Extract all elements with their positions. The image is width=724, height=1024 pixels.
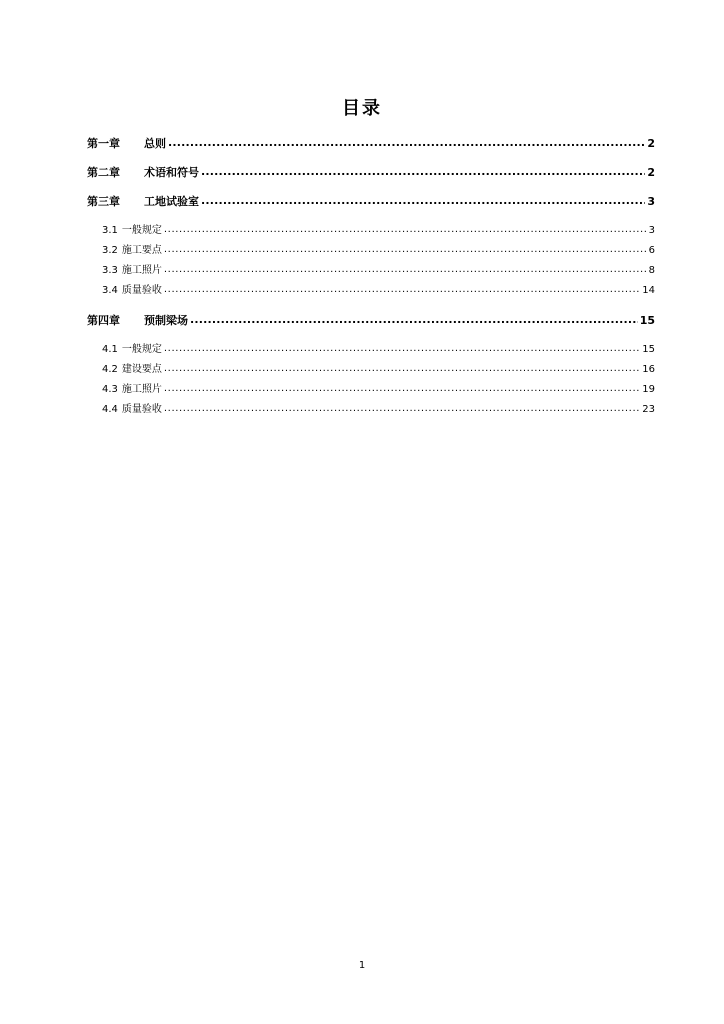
dot-leader	[190, 307, 638, 332]
section-number: 4.4	[102, 404, 118, 415]
dot-leader	[201, 159, 645, 184]
section-number: 3.3	[102, 265, 118, 276]
entry-page-number: 16	[642, 364, 655, 375]
entry-label: 预制梁场	[144, 314, 188, 327]
entry-page-number: 14	[642, 285, 655, 296]
dot-leader	[164, 221, 647, 239]
dot-leader	[164, 340, 640, 358]
toc-entry-section-4-2[interactable]	[87, 361, 655, 381]
dot-leader	[164, 360, 640, 378]
entry-label: 施工要点	[121, 245, 162, 256]
dot-leader	[164, 380, 640, 398]
chapter-number: 第一章	[87, 137, 120, 150]
entry-page-number: 3	[648, 225, 655, 236]
entry-page-number: 23	[642, 404, 655, 415]
toc-entry-section-3-2[interactable]	[87, 242, 655, 262]
section-number: 3.1	[102, 225, 118, 236]
section-number: 4.2	[102, 364, 118, 375]
section-number: 4.1	[102, 344, 118, 355]
entry-label: 施工照片	[121, 265, 162, 276]
toc-entry-section-3-1[interactable]	[87, 222, 655, 242]
dot-leader	[201, 188, 645, 213]
section-number: 3.4	[102, 285, 118, 296]
table-of-contents	[87, 131, 655, 421]
dot-leader	[164, 241, 647, 259]
toc-entry-section-4-4[interactable]	[87, 401, 655, 421]
entry-label: 总则	[144, 137, 166, 150]
toc-entry-chapter-3[interactable]	[87, 189, 655, 218]
entry-page-number: 15	[639, 314, 655, 327]
toc-entry-section-3-3[interactable]	[87, 262, 655, 282]
entry-label: 术语和符号	[144, 166, 199, 179]
dot-leader	[164, 281, 640, 299]
toc-entry-section-4-1[interactable]	[87, 341, 655, 361]
entry-label: 施工照片	[121, 384, 162, 395]
entry-page-number: 2	[647, 137, 655, 150]
entry-label: 质量验收	[121, 285, 162, 296]
entry-label: 建设要点	[121, 364, 162, 375]
toc-entry-chapter-4[interactable]	[87, 308, 655, 337]
toc-entry-chapter-1[interactable]	[87, 131, 655, 160]
footer-page-number: 1	[358, 960, 366, 971]
entry-label: 一般规定	[121, 225, 162, 236]
toc-entry-chapter-2[interactable]	[87, 160, 655, 189]
section-number: 3.2	[102, 245, 118, 256]
toc-entry-section-3-4[interactable]	[87, 282, 655, 302]
entry-page-number: 19	[642, 384, 655, 395]
chapter-number: 第三章	[87, 195, 120, 208]
entry-page-number: 8	[648, 265, 655, 276]
dot-leader	[168, 130, 645, 155]
entry-label: 一般规定	[121, 344, 162, 355]
entry-page-number: 3	[647, 195, 655, 208]
section-number: 4.3	[102, 384, 118, 395]
entry-page-number: 2	[647, 166, 655, 179]
entry-label: 工地试验室	[144, 195, 199, 208]
entry-label: 质量验收	[121, 404, 162, 415]
dot-leader	[164, 400, 640, 418]
chapter-number: 第二章	[87, 166, 120, 179]
chapter-number: 第四章	[87, 314, 120, 327]
dot-leader	[164, 261, 647, 279]
toc-entry-section-4-3[interactable]	[87, 381, 655, 401]
toc-title: 目录	[342, 98, 382, 119]
entry-page-number: 6	[648, 245, 655, 256]
entry-page-number: 15	[642, 344, 655, 355]
